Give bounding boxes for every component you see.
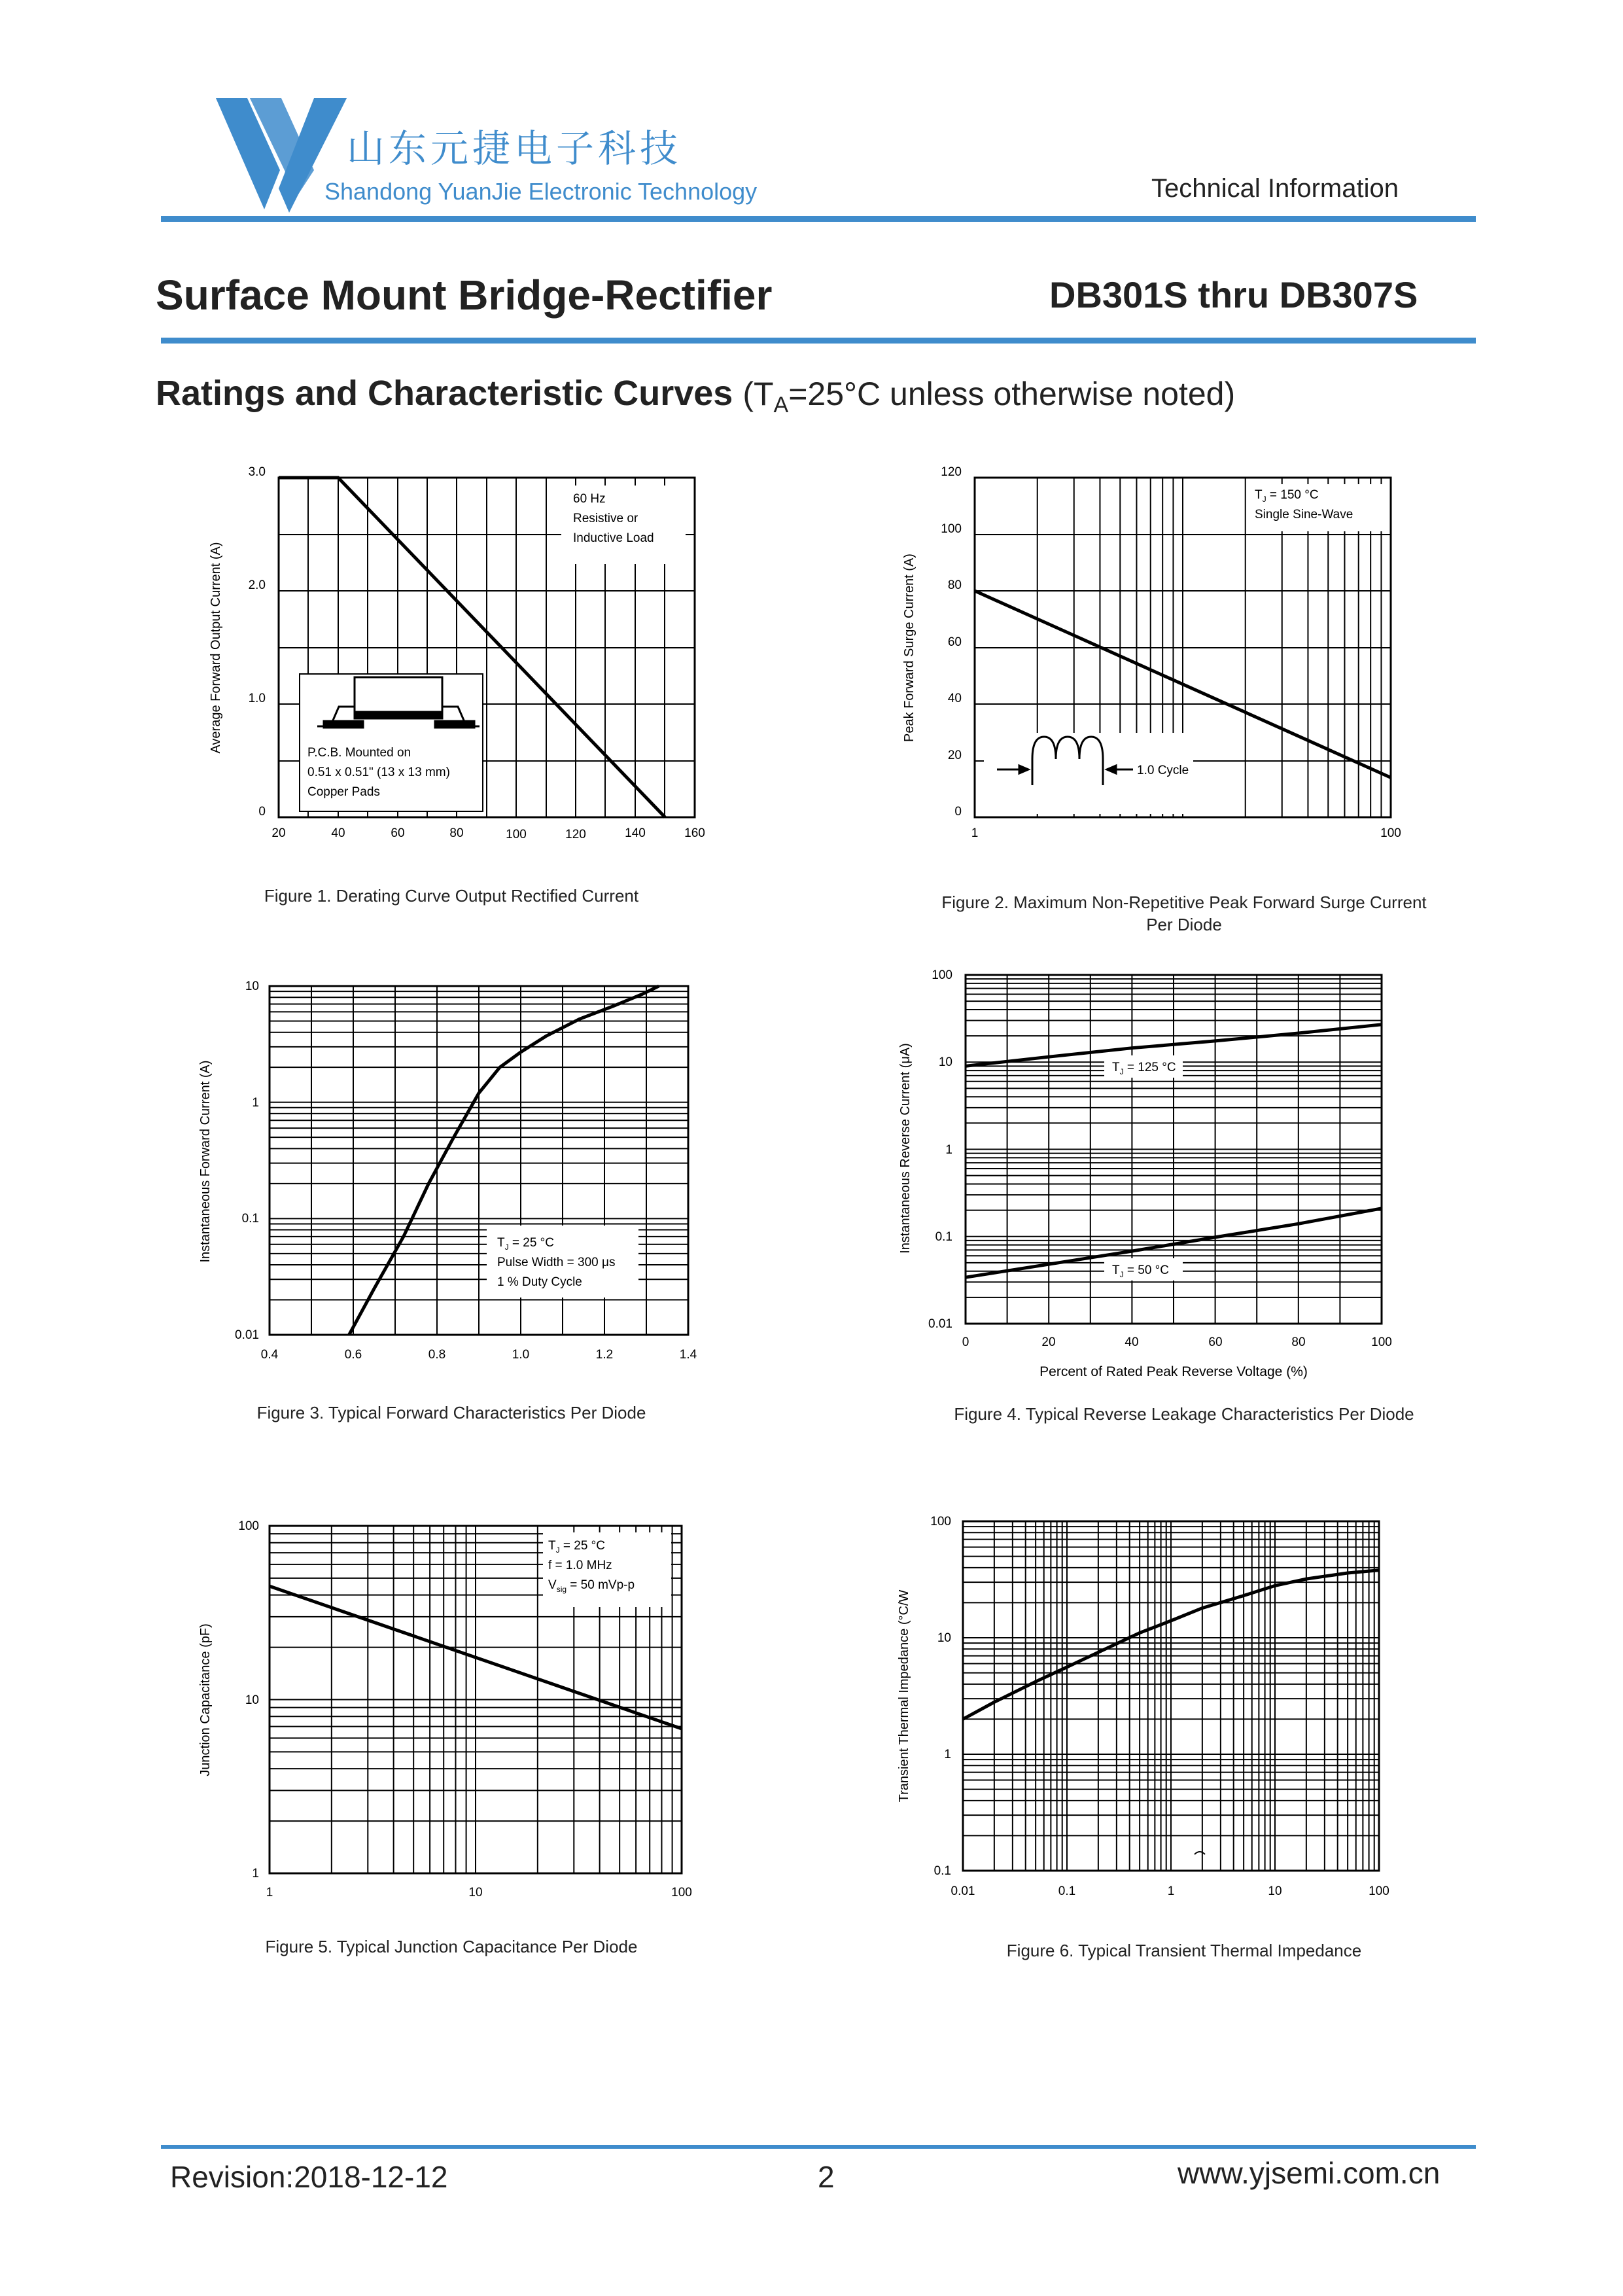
fig3-xtick: 0.6 bbox=[344, 1348, 362, 1362]
fig6-xtick: 100 bbox=[1369, 1884, 1389, 1898]
fig4-ytick: 100 bbox=[932, 968, 952, 982]
part-range: DB301S thru DB307S bbox=[1049, 274, 1418, 315]
fig2-ytick: 100 bbox=[941, 522, 962, 536]
fig5-y-ticks bbox=[238, 1519, 259, 1881]
figure-1-chart bbox=[170, 451, 733, 896]
fig2-ytick: 80 bbox=[947, 578, 962, 592]
svg-text:Copper Pads: Copper Pads bbox=[307, 785, 380, 799]
fig4-xtick: 40 bbox=[1125, 1335, 1139, 1349]
svg-text:Inductive Load: Inductive Load bbox=[573, 531, 654, 545]
figure-5-chart bbox=[170, 1505, 733, 1911]
fig6-ylabel: Transient Thermal Impedance (°C/W bbox=[897, 1589, 911, 1803]
fig1-xtick: 120 bbox=[565, 828, 586, 841]
fig2-x-ticks bbox=[971, 826, 1401, 840]
fig3-xtick: 0.8 bbox=[428, 1348, 446, 1362]
fig6-xtick: 10 bbox=[1268, 1884, 1282, 1898]
fig5-ylabel: Junction Capacitance (pF) bbox=[198, 1623, 213, 1776]
fig3-xtick: 1.0 bbox=[512, 1348, 530, 1362]
fig4-xtick: 0 bbox=[962, 1335, 969, 1349]
svg-text:P.C.B. Mounted on: P.C.B. Mounted on bbox=[307, 746, 411, 760]
fig6-y-ticks bbox=[930, 1515, 951, 1878]
svg-text:60 Hz: 60 Hz bbox=[573, 492, 606, 506]
fig6-xtick: 0.1 bbox=[1058, 1884, 1076, 1898]
section-title: Ratings and Characteristic Curves bbox=[156, 374, 733, 413]
figure-5-caption: Figure 5. Typical Junction Capacitance Per Diode bbox=[265, 1937, 638, 1956]
fig2-ytick: 20 bbox=[947, 749, 962, 762]
fig4-ytick: 1 bbox=[945, 1143, 952, 1157]
svg-text:1 % Duty Cycle: 1 % Duty Cycle bbox=[497, 1275, 582, 1289]
fig6-xtick: 1 bbox=[1167, 1884, 1175, 1898]
fig4-ytick: 0.01 bbox=[928, 1317, 952, 1331]
fig4-xtick: 20 bbox=[1041, 1335, 1056, 1349]
fig1-ytick: 1.0 bbox=[248, 692, 266, 705]
footer-rule bbox=[161, 2145, 1476, 2149]
section-heading bbox=[156, 373, 1235, 418]
figure-6-caption: Figure 6. Typical Transient Thermal Impedance bbox=[1006, 1941, 1362, 1960]
fig1-xtick: 80 bbox=[449, 826, 464, 840]
fig2-xtick: 100 bbox=[1380, 826, 1401, 840]
figure-3-caption: Figure 3. Typical Forward Characteristics Per Diode bbox=[256, 1403, 646, 1422]
figure-4-caption: Figure 4. Typical Reverse Leakage Characteristics Per Diode bbox=[954, 1404, 1414, 1424]
fig6-mark-icon bbox=[1195, 1852, 1205, 1854]
fig1-xtick: 40 bbox=[331, 826, 345, 840]
website-link[interactable]: www.yjsemi.com.cn bbox=[1178, 2156, 1440, 2190]
svg-text:f = 1.0 MHz: f = 1.0 MHz bbox=[548, 1559, 612, 1572]
fig1-xtick: 160 bbox=[684, 826, 705, 840]
fig3-ytick: 0.1 bbox=[241, 1212, 259, 1226]
fig1-xtick: 20 bbox=[271, 826, 286, 840]
fig4-y-ticks bbox=[928, 968, 952, 1331]
fig1-ytick: 3.0 bbox=[248, 465, 266, 479]
svg-text:Resistive or: Resistive or bbox=[573, 512, 638, 525]
revision-date: Revision:2018-12-12 bbox=[170, 2160, 448, 2194]
fig1-xtick: 60 bbox=[391, 826, 405, 840]
title-rule bbox=[161, 338, 1476, 344]
fig6-ytick: 100 bbox=[930, 1515, 951, 1528]
svg-text:1.0 Cycle: 1.0 Cycle bbox=[1137, 764, 1189, 777]
fig2-y-ticks bbox=[941, 465, 962, 819]
fig4-xtick: 100 bbox=[1371, 1335, 1392, 1349]
fig1-y-ticks bbox=[249, 465, 266, 819]
figure-3-chart bbox=[170, 959, 733, 1377]
svg-text:TJ = 25 °C: $T_J = 25$ °C bbox=[548, 1539, 605, 1555]
company-name-en: Shandong YuanJie Electronic Technology bbox=[324, 178, 758, 205]
figure-6-chart bbox=[890, 1505, 1439, 1911]
fig3-ytick: 1 bbox=[252, 1096, 259, 1110]
fig4-xtick: 80 bbox=[1291, 1335, 1306, 1349]
fig5-xtick: 10 bbox=[468, 1886, 483, 1899]
fig5-x-ticks bbox=[266, 1886, 692, 1899]
fig1-xtick: 140 bbox=[625, 826, 646, 840]
svg-text:TJ = 125 °C: $T_J = 125$ °C bbox=[1112, 1061, 1176, 1076]
fig1-ylabel: Average Forward Output Current (A) bbox=[209, 542, 223, 754]
header-rule bbox=[161, 216, 1476, 222]
fig2-xtick: 1 bbox=[971, 826, 979, 840]
fig5-xtick: 1 bbox=[266, 1886, 273, 1899]
fig6-ytick: 10 bbox=[937, 1631, 951, 1645]
fig6-grid bbox=[963, 1521, 1379, 1871]
fig4-ytick: 0.1 bbox=[935, 1230, 952, 1244]
figure-2-chart bbox=[890, 451, 1439, 896]
fig3-y-ticks bbox=[235, 980, 259, 1342]
fig2-ytick: 40 bbox=[947, 692, 962, 705]
section-condition: ($T_A=25^\circ C$ unless otherwise noted) bbox=[742, 376, 1236, 417]
fig4-xlabel: Percent of Rated Peak Reverse Voltage (%) bbox=[1039, 1364, 1308, 1379]
fig1-xtick: 100 bbox=[506, 828, 527, 841]
svg-text:Vsig = 50 mVp-p: $V_{sig} = 50$ mVp-p bbox=[548, 1578, 635, 1594]
product-title: Surface Mount Bridge-Rectifier bbox=[156, 272, 773, 319]
fig6-ytick: 0.1 bbox=[934, 1864, 951, 1878]
fig6-x-ticks bbox=[951, 1884, 1389, 1898]
fig3-xtick: 0.4 bbox=[260, 1348, 279, 1362]
fig3-x-ticks bbox=[261, 1348, 697, 1362]
svg-text:TJ = 150 °C: $T_J = 150$ °C bbox=[1255, 488, 1319, 504]
fig3-ylabel: Instantaneous Forward Current (A) bbox=[198, 1060, 213, 1263]
fig4-ytick: 10 bbox=[938, 1055, 952, 1069]
fig5-xtick: 100 bbox=[671, 1886, 692, 1899]
company-name-cn: 山东元捷电子科技 bbox=[347, 126, 682, 171]
fig2-ytick: 120 bbox=[941, 465, 962, 479]
fig6-ytick: 1 bbox=[944, 1748, 951, 1761]
figure-1-caption: Figure 1. Derating Curve Output Rectified Current bbox=[264, 886, 639, 906]
figure-2-caption-line2: Per Diode bbox=[1146, 915, 1222, 934]
fig4-xtick: 60 bbox=[1208, 1335, 1223, 1349]
svg-text:TJ = 50 °C: $T_J = 50$ °C bbox=[1112, 1263, 1169, 1279]
fig3-xtick: 1.2 bbox=[595, 1348, 614, 1362]
fig2-ytick: 60 bbox=[947, 635, 962, 649]
svg-text:TJ = 25 °C: $T_J = 25$ °C bbox=[497, 1236, 554, 1252]
fig2-ylabel: Peak Forward Surge Current (A) bbox=[902, 554, 916, 742]
figure-2-caption bbox=[850, 891, 1518, 936]
fig1-x-ticks bbox=[271, 826, 705, 841]
page-number: 2 bbox=[818, 2160, 835, 2194]
fig4-x-ticks bbox=[962, 1335, 1392, 1349]
doc-type: Technical Information bbox=[1151, 174, 1399, 203]
fig1-ytick: 2.0 bbox=[248, 578, 266, 592]
fig1-ytick: 0 bbox=[258, 805, 266, 819]
fig4-ylabel: Instantaneous Reverse Current (μA) bbox=[898, 1043, 913, 1254]
svg-text:Single Sine-Wave: Single Sine-Wave bbox=[1255, 508, 1353, 521]
fig5-ytick: 100 bbox=[238, 1519, 259, 1533]
svg-text:0.51 x 0.51" (13 x 13 mm): 0.51 x 0.51" (13 x 13 mm) bbox=[307, 766, 450, 779]
fig6-xtick: 0.01 bbox=[951, 1884, 975, 1898]
fig3-ytick: 10 bbox=[245, 980, 259, 993]
figure-2-caption-line1: Figure 2. Maximum Non-Repetitive Peak Forward Surge Current bbox=[941, 892, 1427, 912]
fig3-xtick: 1.4 bbox=[679, 1348, 697, 1362]
fig3-ytick: 0.01 bbox=[235, 1328, 259, 1342]
fig5-ytick: 10 bbox=[245, 1693, 259, 1707]
fig2-ytick: 0 bbox=[954, 805, 962, 819]
svg-text:Pulse Width = 300 μs: Pulse Width = 300 μs bbox=[497, 1256, 616, 1269]
figure-4-chart bbox=[890, 959, 1439, 1390]
fig5-ytick: 1 bbox=[252, 1867, 259, 1881]
